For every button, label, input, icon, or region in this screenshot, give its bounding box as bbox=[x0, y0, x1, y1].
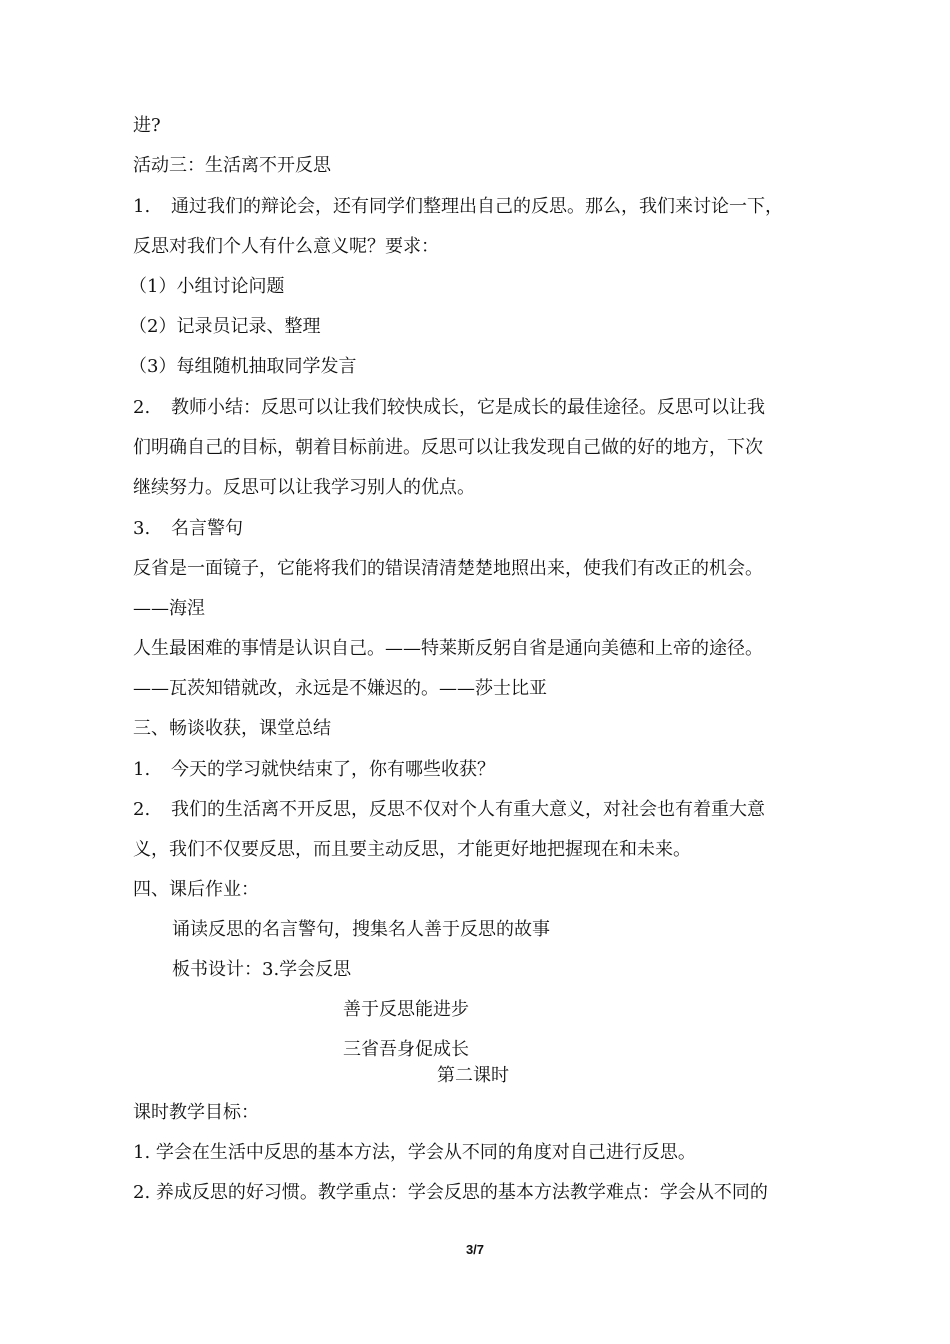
section-heading-objectives: 课时教学目标： bbox=[133, 1102, 259, 1123]
numbered-item bbox=[133, 517, 243, 541]
item-number: 2. bbox=[133, 799, 151, 820]
board-design-line: 三省吾身促成长 bbox=[343, 1039, 469, 1060]
text-line: 反思对我们个人有什么意义呢？要求： bbox=[133, 236, 439, 257]
section-heading-homework: 四、课后作业： bbox=[133, 879, 259, 900]
quote-line: 人生最困难的事情是认识自己。——特莱斯反躬自省是通向美德和上帝的途径。 bbox=[133, 638, 763, 659]
item-number: 3. bbox=[133, 518, 151, 539]
text-line: 进? bbox=[133, 115, 161, 136]
numbered-item bbox=[133, 758, 495, 782]
quote-line: ——瓦茨知错就改，永远是不嫌迟的。——莎士比亚 bbox=[133, 678, 547, 699]
item-text: 今天的学习就快结束了，你有哪些收获？ bbox=[171, 759, 495, 780]
objective-item: 1. 学会在生活中反思的基本方法，学会从不同的角度对自己进行反思。 bbox=[133, 1142, 696, 1163]
lesson-heading: 第二课时 bbox=[437, 1065, 509, 1086]
board-design-line: 善于反思能进步 bbox=[343, 999, 469, 1020]
quote-line: 反省是一面镜子，它能将我们的错误清清楚楚地照出来，使我们有改正的机会。 bbox=[133, 558, 763, 579]
numbered-item bbox=[133, 798, 765, 822]
section-heading-activity-3: 活动三：生活离不开反思 bbox=[133, 155, 331, 176]
text-line: 们明确自己的目标，朝着目标前进。反思可以让我发现自己做的好的地方，下次 bbox=[133, 437, 763, 458]
numbered-item bbox=[133, 396, 765, 420]
item-number: 1. bbox=[133, 759, 151, 780]
item-text: 教师小结：反思可以让我们较快成长，它是成长的最佳途径。反思可以让我 bbox=[171, 397, 765, 418]
board-design-title: 板书设计：3.学会反思 bbox=[172, 959, 352, 980]
item-number: 1. bbox=[133, 196, 151, 217]
sub-item: （3）每组随机抽取同学发言 bbox=[129, 356, 357, 377]
sub-item: （2）记录员记录、整理 bbox=[129, 316, 321, 337]
page-number: 3/7 bbox=[465, 1242, 485, 1257]
item-text: 通过我们的辩论会，还有同学们整理出自己的反思。那么，我们来讨论一下， bbox=[171, 196, 783, 217]
numbered-item bbox=[133, 195, 783, 219]
sub-item: （1）小组讨论问题 bbox=[129, 276, 285, 297]
item-text: 我们的生活离不开反思，反思不仅对个人有重大意义，对社会也有着重大意 bbox=[171, 799, 765, 820]
text-line: 继续努力。反思可以让我学习别人的优点。 bbox=[133, 477, 475, 498]
homework-text: 诵读反思的名言警句，搜集名人善于反思的故事 bbox=[172, 919, 550, 940]
section-heading-summary: 三、畅谈收获，课堂总结 bbox=[133, 718, 331, 739]
objective-item: 2. 养成反思的好习惯。教学重点：学会反思的基本方法教学难点：学会从不同的 bbox=[133, 1182, 768, 1203]
text-line: 义，我们不仅要反思，而且要主动反思，才能更好地把握现在和未来。 bbox=[133, 839, 691, 860]
quote-author: ——海涅 bbox=[133, 598, 205, 619]
item-number: 2. bbox=[133, 397, 151, 418]
item-text: 名言警句 bbox=[171, 518, 243, 539]
